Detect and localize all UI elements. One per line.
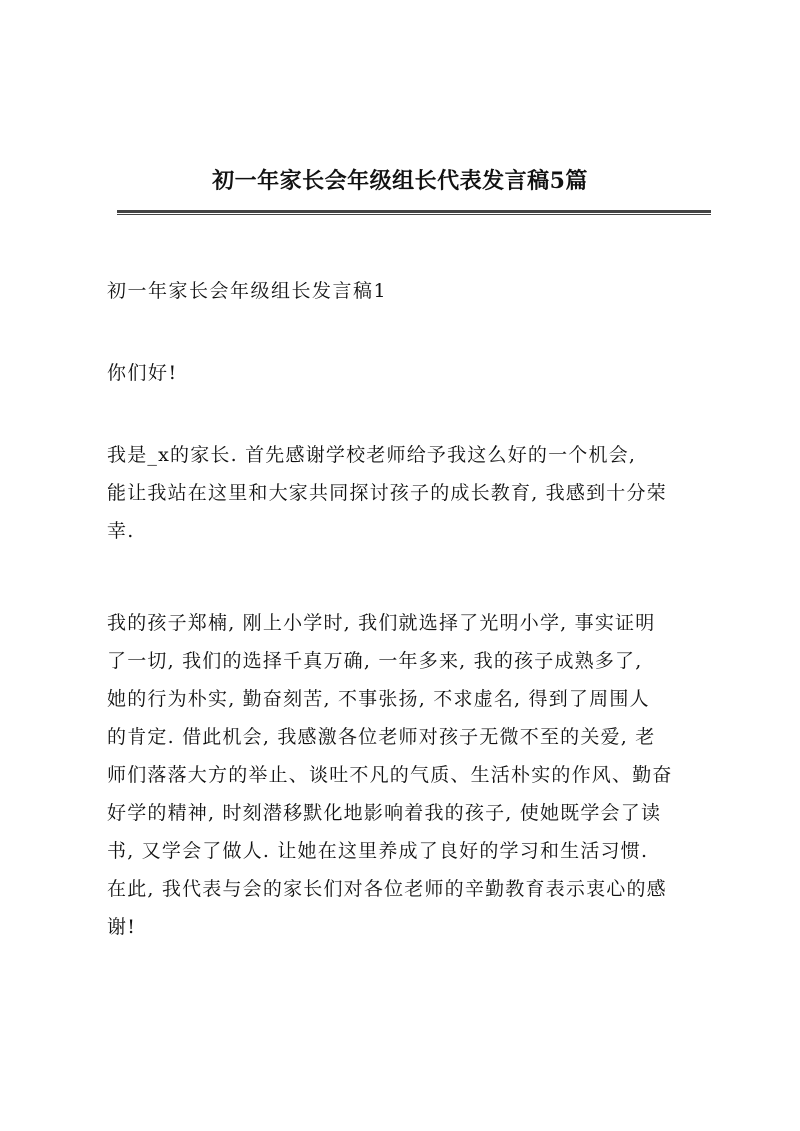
paragraph-2 — [107, 604, 715, 946]
paragraph-2-line-5: 师们落落大方的举止、谈吐不凡的气质、生活朴实的作风、勤奋 — [107, 764, 673, 786]
document-title: 初一年家长会年级组长代表发言稿5篇 — [212, 168, 588, 194]
greeting-line: 你们好! — [107, 362, 178, 384]
paragraph-2-line-1: 我的孩子郑楠, 刚上小学时, 我们就选择了光明小学, 事实证明 — [107, 612, 656, 634]
paragraph-2-line-3: 她的行为朴实, 勤奋刻苦, 不事张扬, 不求虚名, 得到了周围人 — [107, 688, 650, 710]
paragraph-1-line-1: 我是_x的家长. 首先感谢学校老师给予我这么好的一个机会, — [107, 444, 637, 466]
paragraph-2-line-7: 书, 又学会了做人. 让她在这里养成了良好的学习和生活习惯. — [107, 840, 649, 862]
paragraph-2-line-9: 谢! — [107, 916, 137, 938]
paragraph-2-line-8: 在此, 我代表与会的家长们对各位老师的辛勤教育表示衷心的感 — [107, 878, 667, 900]
paragraph-1-line-3: 幸. — [107, 520, 135, 542]
paragraph-2-line-4: 的肯定. 借此机会, 我感激各位老师对孩子无微不至的关爱, 老 — [107, 726, 656, 748]
title-underline — [117, 210, 711, 215]
paragraph-1-line-2: 能让我站在这里和大家共同探讨孩子的成长教育, 我感到十分荣 — [107, 482, 667, 504]
paragraph-1 — [107, 436, 715, 550]
section-heading: 初一年家长会年级组长发言稿1 — [107, 280, 388, 302]
paragraph-2-line-6: 好学的精神, 时刻潜移默化地影响着我的孩子, 使她既学会了读 — [107, 802, 662, 824]
paragraph-2-line-2: 了一切, 我们的选择千真万确, 一年多来, 我的孩子成熟多了, — [107, 650, 643, 672]
